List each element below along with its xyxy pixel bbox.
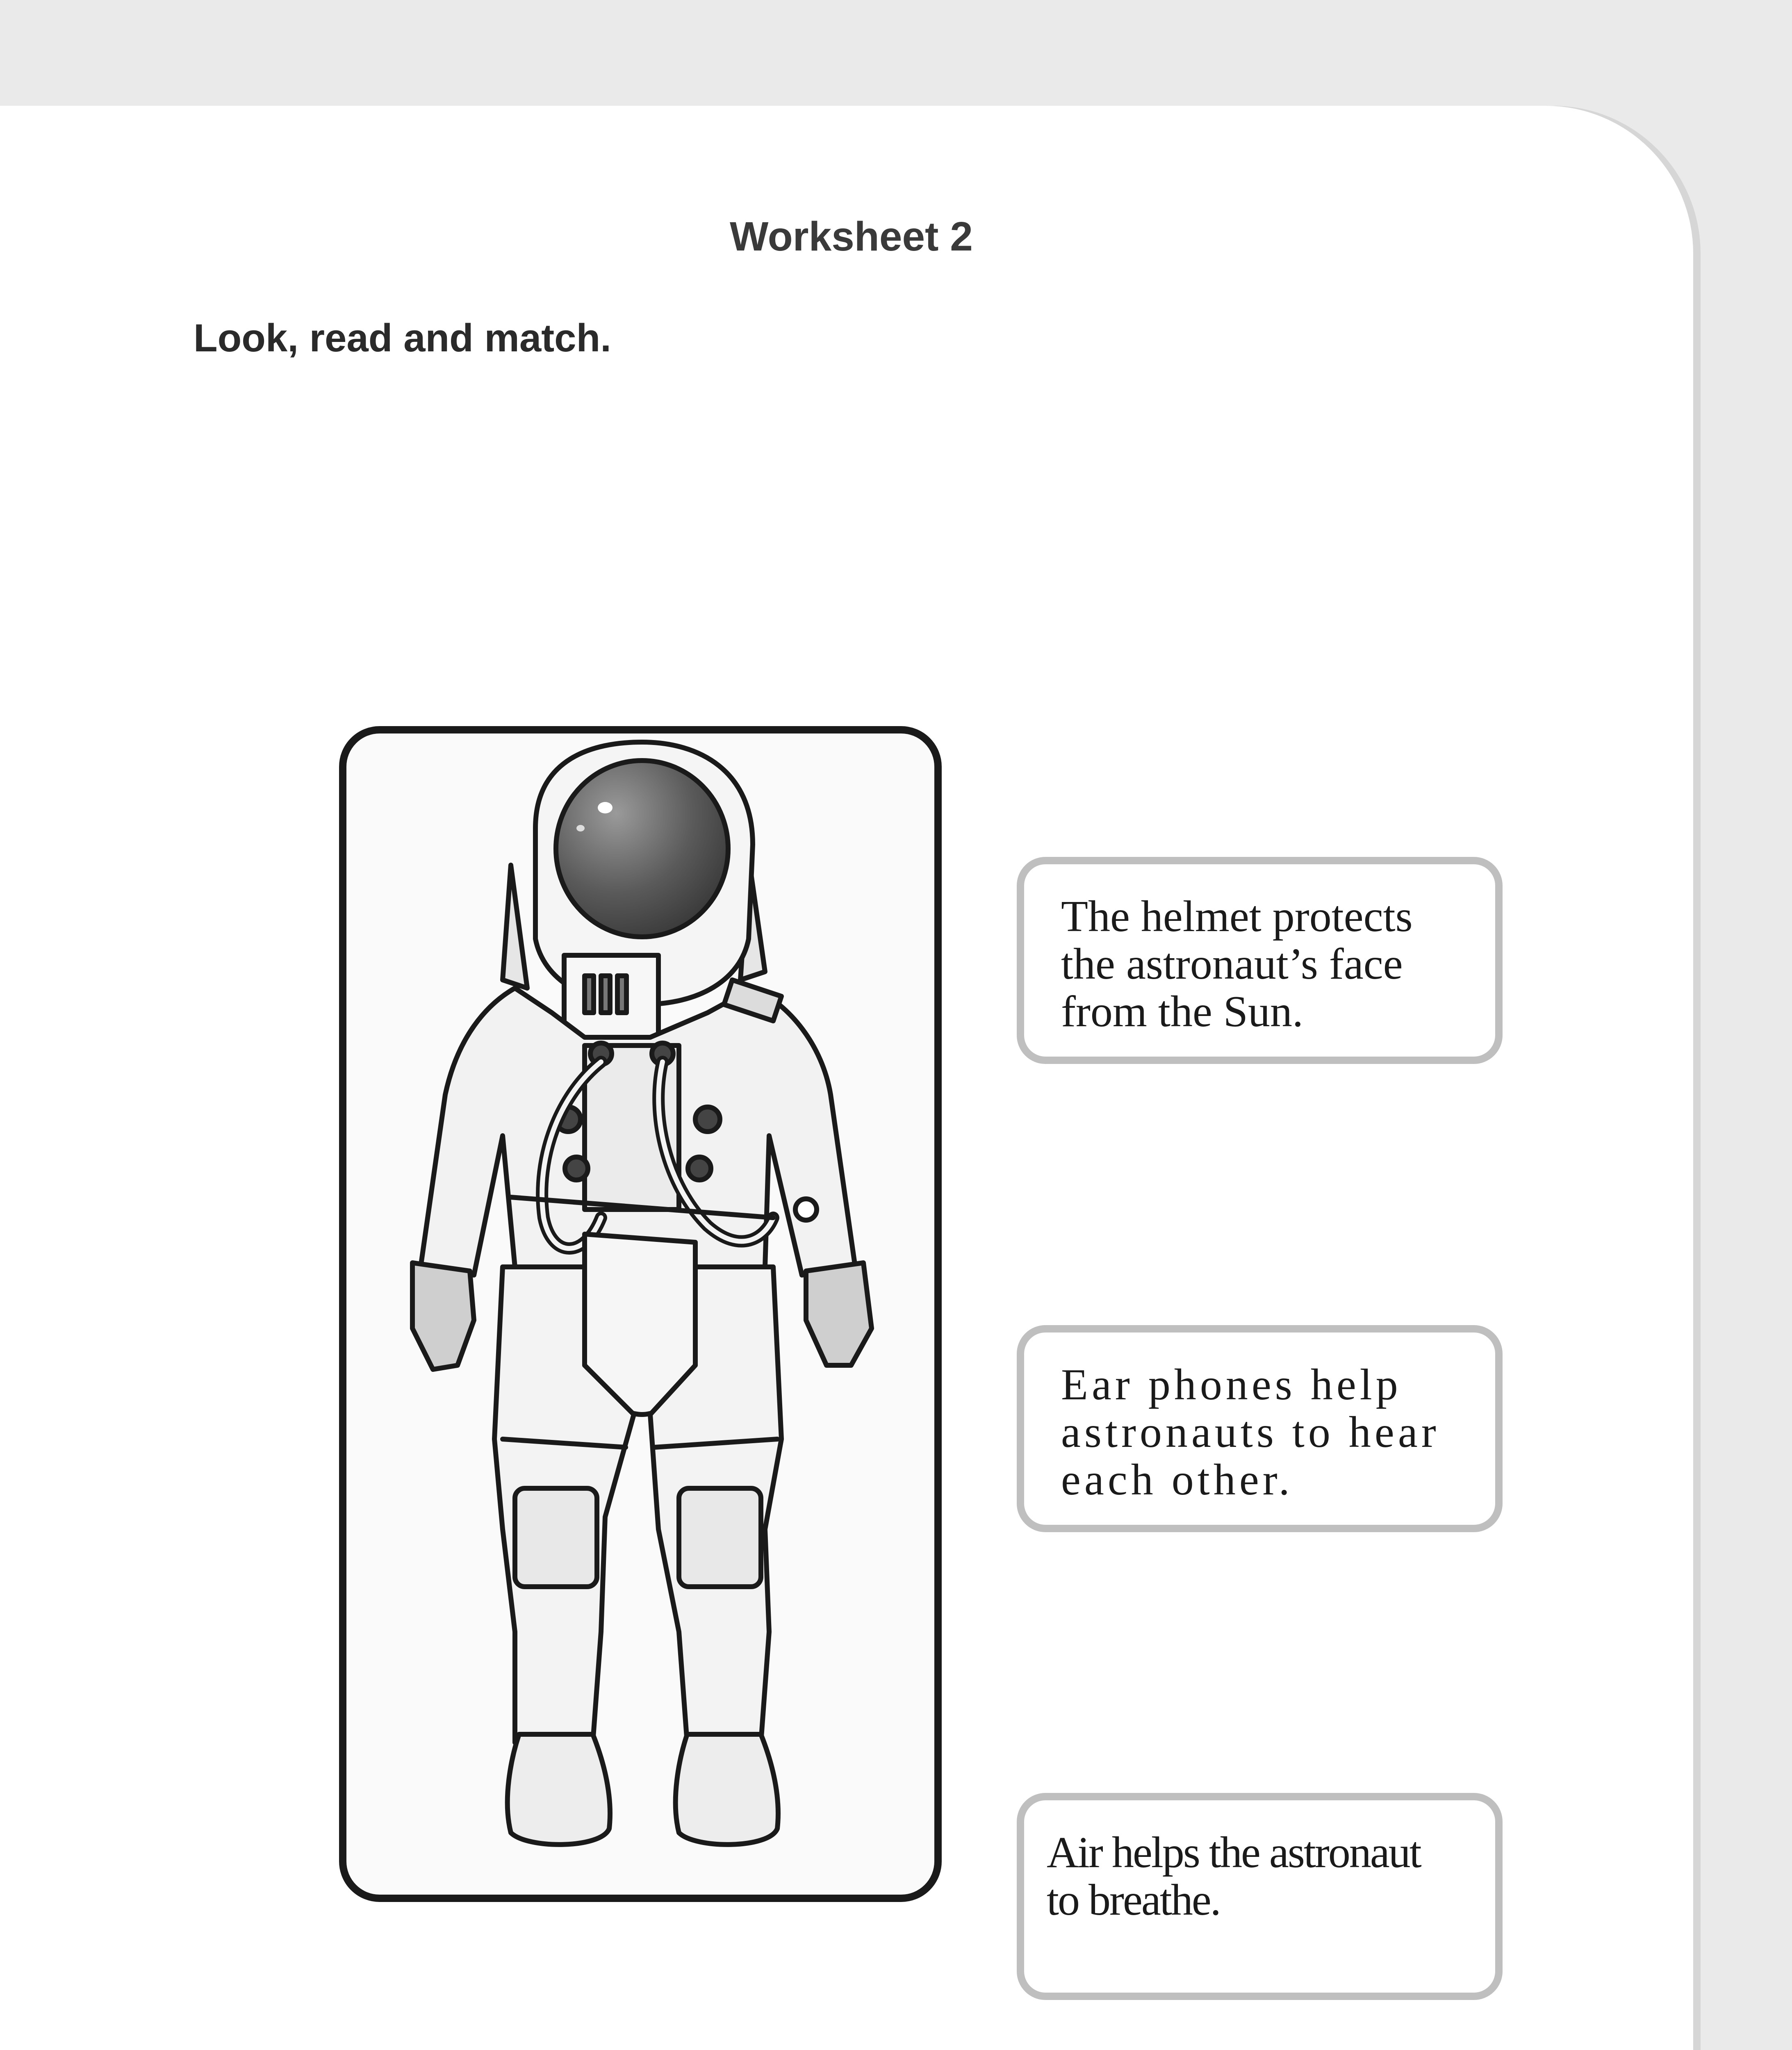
right-boot <box>676 1734 778 1845</box>
astronaut-illustration <box>339 726 942 1902</box>
caption-air[interactable] <box>1017 1793 1503 2000</box>
left-boot <box>508 1734 610 1845</box>
caption-line: Ear phones help <box>1061 1360 1402 1409</box>
worksheet-instruction: Look, read and match. <box>194 316 611 360</box>
caption-line: from the Sun. <box>1061 987 1303 1036</box>
worksheet-title: Worksheet 2 <box>730 214 973 260</box>
caption-ear-phones[interactable] <box>1017 1325 1503 1532</box>
caption-line: each other. <box>1061 1456 1293 1504</box>
visor <box>556 761 728 937</box>
caption-helmet[interactable] <box>1017 857 1503 1064</box>
caption-line: the astronaut’s face <box>1061 940 1403 989</box>
caption-line: to breathe. <box>1047 1876 1220 1925</box>
caption-line: astronauts to hear <box>1061 1408 1440 1457</box>
caption-line: Air helps the astronaut <box>1047 1828 1421 1877</box>
caption-line: The helmet protects <box>1061 892 1413 941</box>
